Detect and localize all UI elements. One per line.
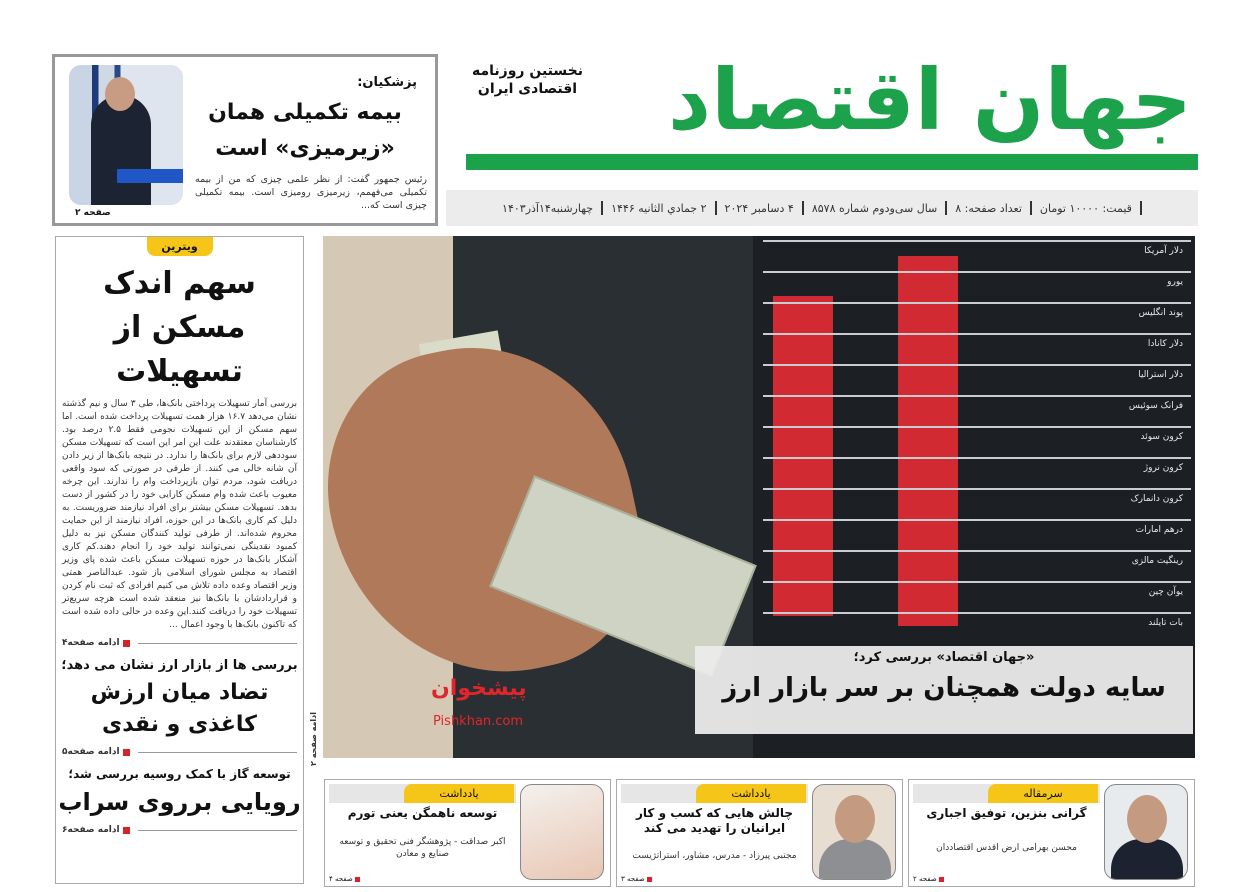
top-story-photo bbox=[69, 65, 183, 205]
top-story-kicker: پزشکیان: bbox=[357, 75, 417, 90]
card-text bbox=[329, 806, 516, 884]
price: قیمت: ۱۰۰۰۰ تومان bbox=[1039, 201, 1132, 215]
card-page-label: صفحه ۴ bbox=[329, 875, 353, 883]
continue-label: ادامه صفحه۴ bbox=[62, 638, 120, 648]
author-photo bbox=[812, 784, 896, 880]
card-tag: سرمقاله bbox=[988, 784, 1098, 803]
side-continue[interactable]: ادامه صفحه ۲ bbox=[309, 712, 318, 766]
continue-row bbox=[62, 747, 297, 757]
board-row: درهم امارات bbox=[763, 519, 1191, 539]
divider bbox=[138, 830, 297, 831]
card-text bbox=[913, 806, 1100, 884]
main-headline[interactable]: سایه دولت همچنان بر سر بازار ارز bbox=[722, 673, 1166, 703]
card-page bbox=[621, 875, 652, 884]
divider bbox=[945, 201, 947, 215]
top-story-page: صفحه ۲ bbox=[75, 208, 111, 218]
divider bbox=[138, 752, 297, 753]
card-title: چالش هایی که کسب و کار ایرانیان را تهدید می کند bbox=[636, 806, 793, 835]
note-card[interactable] bbox=[324, 779, 611, 887]
tagline-line1: نخستین روزنامه bbox=[472, 63, 583, 79]
board-row: فرانک سوئیس bbox=[763, 395, 1191, 415]
masthead-logo bbox=[462, 51, 1202, 180]
watermark-url: Pishkhan.com bbox=[433, 714, 524, 729]
board-row: دلار آمریکا bbox=[763, 240, 1191, 260]
card-tag: یادداشت bbox=[404, 784, 514, 803]
watermark: پیشخوان bbox=[431, 676, 527, 701]
board-row: یوآن چین bbox=[763, 581, 1191, 601]
marker-icon bbox=[939, 877, 944, 882]
kicker-3: توسعه گاز با کمک روسیه بررسی شد؛ bbox=[68, 767, 291, 781]
section-tag: ویترین bbox=[147, 237, 213, 256]
editorial-card[interactable] bbox=[908, 779, 1195, 887]
continue-link[interactable] bbox=[62, 638, 130, 648]
main-photo[interactable] bbox=[323, 236, 1195, 758]
issue-number: سال سی‌ودوم شماره ۸۵۷۸ bbox=[811, 201, 938, 215]
card-tag: یادداشت bbox=[696, 784, 806, 803]
marker-icon bbox=[355, 877, 360, 882]
date-gregorian: ۴ دسامبر ۲۰۲۴ bbox=[724, 201, 794, 215]
card-page bbox=[329, 875, 360, 884]
card-text bbox=[621, 806, 808, 884]
board-row: یورو bbox=[763, 271, 1191, 291]
dateline bbox=[446, 190, 1198, 226]
marker-icon bbox=[123, 827, 130, 834]
marker-icon bbox=[647, 877, 652, 882]
masthead-tagline bbox=[472, 62, 583, 98]
continue-label: ادامه صفحه۶ bbox=[62, 825, 120, 835]
board-row: پوند انگلیس bbox=[763, 302, 1191, 322]
card-author: مجتبی پیرزاد - مدرس، مشاور، استراتژیست bbox=[632, 850, 797, 861]
top-story-lead: رئیس جمهور گفت: از نظر علمی چیزی که من از بیمه تکمیلی می‌فهمم، زیرمیزی رومیزی است. بیمه تکمیلی چیزی است که... bbox=[195, 174, 427, 211]
marker-icon bbox=[123, 640, 130, 647]
left-headline[interactable]: سهم اندک مسکن از تسهیلات bbox=[103, 266, 256, 389]
divider bbox=[1140, 201, 1142, 215]
board-row: دلار کانادا bbox=[763, 333, 1191, 353]
top-story[interactable] bbox=[52, 54, 438, 226]
board-row: کرون دانمارک bbox=[763, 488, 1191, 508]
continue-link[interactable] bbox=[62, 825, 130, 835]
headline-2[interactable]: تضاد میان ارزش کاغذی و نقدی bbox=[90, 680, 269, 737]
board-row: کرون سوئد bbox=[763, 426, 1191, 446]
top-story-headline: بیمه تکمیلی همان «زیرمیزی» است bbox=[208, 100, 402, 161]
headline-3[interactable]: رویایی برروی سراب bbox=[58, 788, 301, 816]
divider bbox=[138, 643, 297, 644]
card-page-label: صفحه ۳ bbox=[621, 875, 645, 883]
marker-icon bbox=[123, 749, 130, 756]
card-title: توسعه ناهمگن یعنی تورم bbox=[347, 806, 498, 820]
card-page bbox=[913, 875, 944, 884]
divider bbox=[1030, 201, 1032, 215]
note-card[interactable] bbox=[616, 779, 903, 887]
continue-row bbox=[62, 638, 297, 648]
continue-row bbox=[62, 825, 297, 835]
card-page-label: صفحه ۲ bbox=[913, 875, 937, 883]
board-row: رینگیت مالزی bbox=[763, 550, 1191, 570]
continue-label: ادامه صفحه۵ bbox=[62, 747, 120, 757]
divider bbox=[802, 201, 804, 215]
board-row: دلار استرالیا bbox=[763, 364, 1191, 384]
author-photo bbox=[1104, 784, 1188, 880]
divider bbox=[715, 201, 717, 215]
tagline-line2: اقتصادی ایران bbox=[477, 81, 578, 97]
left-column bbox=[55, 236, 304, 884]
left-body: بررسی آمار تسهیلات پرداختی بانک‌ها، طی ۳ سال و نیم گذشته نشان می‌دهد ۱۶.۷ هزار همت تسهیلات پرداخت شده است. اما سهم مسکن از این تسهیلات نجومی فقط ۲.۵ درصد بود. کارشناسان معتقدند علت این امر این است که تسهیلات مسکن سوددهی لازم برای بانک‌ها را ندارد. در نتیجه بانک‌ها از زیر دادن آن شانه خالی می کنند. از طرفی در صورتی که سود واقعی دریافت شود، مردم توان بازپرداخت وام را ندارند. این چرخه معیوب باعث شده وام مسکن کارایی خود را در کشور از دست بدهد. تسهیلات مسکن بیشتر برای افراد نیازمند ضروریست. به دلیل کم کاری بانک‌ها در این حوزه، افراد نیازمند از این حمایت محروم شده‌اند. از طرفی تولید کنندگان مسکن نیز به دلیل کمبود نقدینگی نمی‌توانند تولید خود را انجام دهند.کم کاری آشکار بانک‌ها در حوزه تسهیلات مسکن باعث شده پای وزیر اقتصاد به مجلس شورای اسلامی باز شود. عبدالناصر همتی وزیر اقتصاد وعده داده تلاش می کنیم افرادی که ثبت نام کردن و قراردادشان با بانک‌ها نیز منعقد شده است هرچه سریع‌تر تسهیلات خود را دریافت کنند.این وعده در حالی داده شده است که تاکنون بانک‌ها با وجود اعمال ... bbox=[62, 399, 297, 630]
card-author: محسن بهرامی ارض اقدس اقتصاددان bbox=[936, 843, 1077, 853]
masthead-name: جهان اقتصاد bbox=[668, 51, 1192, 149]
board-row: بات تایلند bbox=[763, 612, 1191, 632]
continue-link[interactable] bbox=[62, 747, 130, 757]
main-kicker: «جهان اقتصاد» بررسی کرد؛ bbox=[853, 650, 1035, 665]
card-author: اکبر صداقت - پژوهشگر فنی تحقیق و توسعه صنایع و معادن bbox=[339, 837, 506, 859]
page-count: تعداد صفحه: ۸ bbox=[955, 201, 1022, 215]
card-title: گرانی بنزین، توفیق اجباری bbox=[926, 806, 1087, 820]
date-persian: چهارشنبه۱۴آذر۱۴۰۳ bbox=[502, 201, 594, 215]
kicker-2: بررسی ها از بازار ارز نشان می دهد؛ bbox=[61, 658, 298, 673]
masthead-bar bbox=[466, 154, 1198, 170]
main-headline-box bbox=[695, 646, 1193, 734]
date-hijri: ۲ جمادي الثانيه ۱۴۴۶ bbox=[611, 201, 707, 215]
board-row: کرون نروژ bbox=[763, 457, 1191, 477]
writing-hand-photo bbox=[520, 784, 604, 880]
divider bbox=[601, 201, 603, 215]
